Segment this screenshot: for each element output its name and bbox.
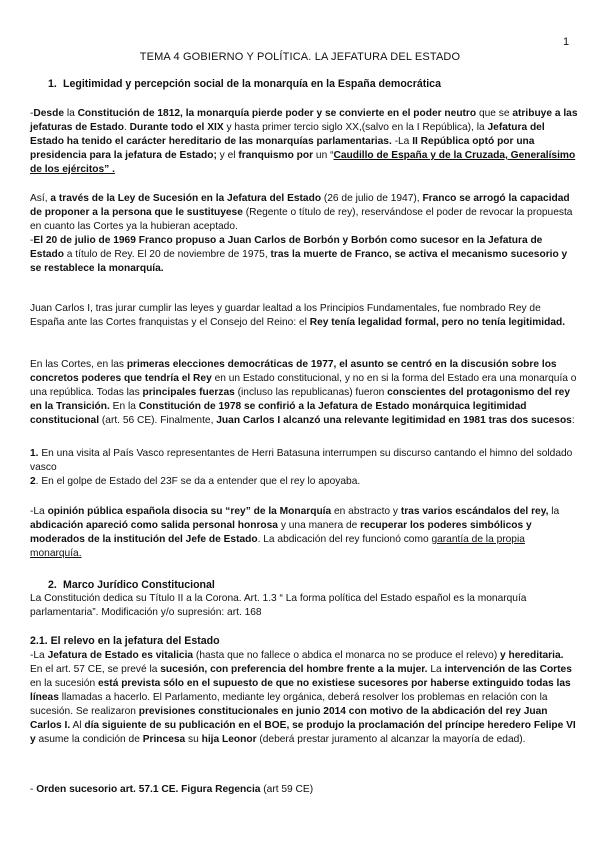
- text-run: hija Leonor: [201, 734, 257, 745]
- document-title: TEMA 4 GOBIERNO Y POLÍTICA. LA JEFATURA DEL ESTADO: [139, 51, 461, 63]
- text-run: Juan Carlos I, tras jurar cumplir las leyes y guardar lealtad a los Principios Fundamentales, fue nombrado Rey de España ante las Cortes franquistas y el Consejo del Reino: el: [30, 303, 541, 328]
- paragraph: [30, 783, 578, 797]
- text-run: -: [30, 235, 34, 246]
- text-run: . En el golpe de Estado del 23F se da a entender que el rey lo apoyaba.: [35, 476, 361, 487]
- text-run: (art. 56 CE). Finalmente,: [99, 415, 217, 426]
- text-run: La Constitución dedica su Título II a la Corona. Art. 1.3 “ La forma política del Estado español es la monarquía parlamentaria”. Modificación y/o supresión: art. 168: [30, 593, 527, 618]
- text-run: -La: [30, 650, 48, 661]
- text-run: .: [123, 122, 130, 133]
- text-run: 2: [30, 476, 36, 487]
- text-run: en un Estado constitucional, y no en si la forma del Estado era una monarquía o una república. Todas las: [30, 373, 577, 398]
- text-run: principales fuerzas: [142, 387, 235, 398]
- text-run: (art 59 CE): [260, 784, 314, 795]
- text-run: (26 de julio de 1947),: [321, 193, 423, 204]
- text-run: y una manera de: [277, 520, 361, 531]
- text-run: abdicación apareció como salida personal honrosa: [30, 520, 278, 531]
- text-run: y hereditaria.: [500, 650, 564, 661]
- section-1-heading: Legitimidad y percepción social de la monarquía en la España democrática: [63, 78, 441, 90]
- text-run: asume la condición de: [35, 734, 143, 745]
- text-run: Jefatura del Estado ha tenido el carácter hereditario de las monarquías parlamentarias.: [30, 122, 545, 147]
- text-run: llamadas a hacerlo. El Parlamento, mediante ley orgánica, deberá resolver los problemas en relación con la sucesión. Se realizaron: [30, 692, 548, 717]
- list-item: [30, 447, 578, 475]
- text-run: La: [427, 664, 445, 675]
- text-run: su: [185, 734, 202, 745]
- paragraph: [30, 358, 578, 428]
- text-run: -La: [391, 136, 413, 147]
- text-run: tras la muerte de Franco, se activa el mecanismo sucesorio y se restablece la monarquía.: [30, 249, 568, 274]
- text-run: Así,: [30, 193, 51, 204]
- text-run: Orden sucesorio art. 57.1 CE. Figura Regencia: [36, 784, 261, 795]
- paragraph: [30, 192, 578, 234]
- paragraph: [30, 592, 578, 620]
- text-run: y el: [216, 150, 239, 161]
- text-run: (hasta que no fallece o abdica el monarca no se produce el relevo): [193, 650, 501, 661]
- text-run: la: [63, 108, 78, 119]
- text-run: Rey tenía legalidad formal, pero no tenía legitimidad.: [309, 317, 566, 328]
- paragraph: [30, 234, 578, 276]
- text-run: El 20 de julio de 1969 Franco propuso a Juan Carlos de Borbón y Borbón como sucesor en la Jefatura de Estado: [30, 235, 543, 260]
- text-run: Princesa: [142, 734, 186, 745]
- text-run: intervención de las Cortes: [444, 664, 572, 675]
- text-run: conscientes del protagonismo del rey en la Transición.: [30, 387, 570, 412]
- text-run: Caudillo de España y de la Cruzada, Generalísimo de los ejércitos” .: [30, 150, 576, 175]
- text-run: sucesión, con preferencia del hombre frente a la mujer.: [160, 664, 428, 675]
- text-run: garantía de la propia monarquía.: [30, 534, 525, 559]
- text-run: (incluso las republicanas) fueron: [234, 387, 388, 398]
- section-2-heading: Marco Jurídico Constitucional: [63, 579, 215, 591]
- text-run: En el art. 57 CE, se prevé la: [30, 664, 161, 675]
- text-run: . La abdicación del rey funcionó como: [257, 534, 432, 545]
- paragraph: [30, 107, 578, 177]
- text-run: la: [548, 506, 560, 517]
- text-run: previsiones constitucionales en junio 2014 con motivo de la abdicación del rey Juan Carlos I.: [30, 706, 548, 731]
- paragraph: [30, 302, 578, 330]
- text-run: En las Cortes, en las: [30, 359, 127, 370]
- text-run: primeras elecciones democráticas de 1977, el asunto se centró en la discusión sobre los concretos poderes que tendría el Rey: [30, 359, 557, 384]
- paragraph: [30, 505, 578, 561]
- text-run: II República optó por una presidencia para la jefatura de Estado;: [30, 136, 535, 161]
- text-run: En una visita al País Vasco representantes de Herri Batasuna interrumpen su discurso cantando el himno del soldado vasco: [30, 448, 573, 473]
- text-run: Juan Carlos I alcanzó una relevante legitimidad en 1981 tras dos sucesos: [216, 415, 572, 426]
- text-run: Constitución de 1978 se confirió a la Jefatura de Estado monárquica legitimidad constitucional: [30, 401, 527, 426]
- text-run: Jefatura de Estado es vitalicia: [47, 650, 194, 661]
- text-run: Durante todo el XIX: [129, 122, 224, 133]
- text-run: y hasta primer tercio siglo XX,(salvo en la I República), la: [223, 122, 488, 133]
- text-run: día siguiente de su publicación en el BOE, se produjo la proclamación del príncipe heredero Felipe VI y: [30, 720, 576, 745]
- text-run: a través de la Ley de Sucesión en la Jefatura del Estado: [50, 193, 322, 204]
- text-run: que se: [476, 108, 513, 119]
- section-2-1-heading: 2.1. El relevo en la jefatura del Estado: [30, 635, 220, 647]
- text-run: franquismo por: [238, 150, 314, 161]
- text-run: está prevista sólo en el supuesto de que no existiese sucesores por haberse extinguido todas las líneas: [30, 678, 571, 703]
- text-run: -: [30, 108, 34, 119]
- text-run: opinión pública española disocia su “rey” de la Monarquía: [47, 506, 332, 517]
- text-run: en la sucesión: [30, 678, 98, 689]
- section-2-number: 2.: [48, 579, 57, 591]
- text-run: :: [571, 415, 575, 426]
- text-run: -La: [30, 506, 48, 517]
- text-run: Franco se arrogó la capacidad de proponer a la persona que le sustituyese: [30, 193, 570, 218]
- text-run: atribuye a las jefaturas de Estado: [30, 108, 578, 133]
- text-run: Al: [70, 720, 85, 731]
- text-run: un “: [313, 150, 334, 161]
- page-number: 1: [563, 36, 570, 48]
- text-run: recuperar los poderes simbólicos y moderados de la institución del Jefe de Estado: [30, 520, 532, 545]
- text-run: a título de Rey. El 20 de noviembre de 1975,: [63, 249, 271, 260]
- text-run: 1.: [30, 448, 39, 459]
- text-run: (Regente o título de rey), reservándose el poder de revocar la propuesta en cuanto las Cortes ya la hubieran aceptado.: [30, 207, 573, 232]
- text-run: -: [30, 784, 37, 795]
- text-run: Desde: [33, 108, 64, 119]
- text-run: Constitución de 1812, la monarquía pierde poder y se convierte en el poder neutro: [77, 108, 477, 119]
- list-item: [30, 475, 578, 489]
- paragraph: [30, 649, 578, 747]
- text-run: (deberá prestar juramento al alcanzar la mayoría de edad).: [256, 734, 526, 745]
- text-run: tras varios escándalos del rey,: [400, 506, 549, 517]
- text-run: En la: [109, 401, 139, 412]
- text-run: en abstracto y: [331, 506, 401, 517]
- section-1-number: 1.: [48, 78, 57, 90]
